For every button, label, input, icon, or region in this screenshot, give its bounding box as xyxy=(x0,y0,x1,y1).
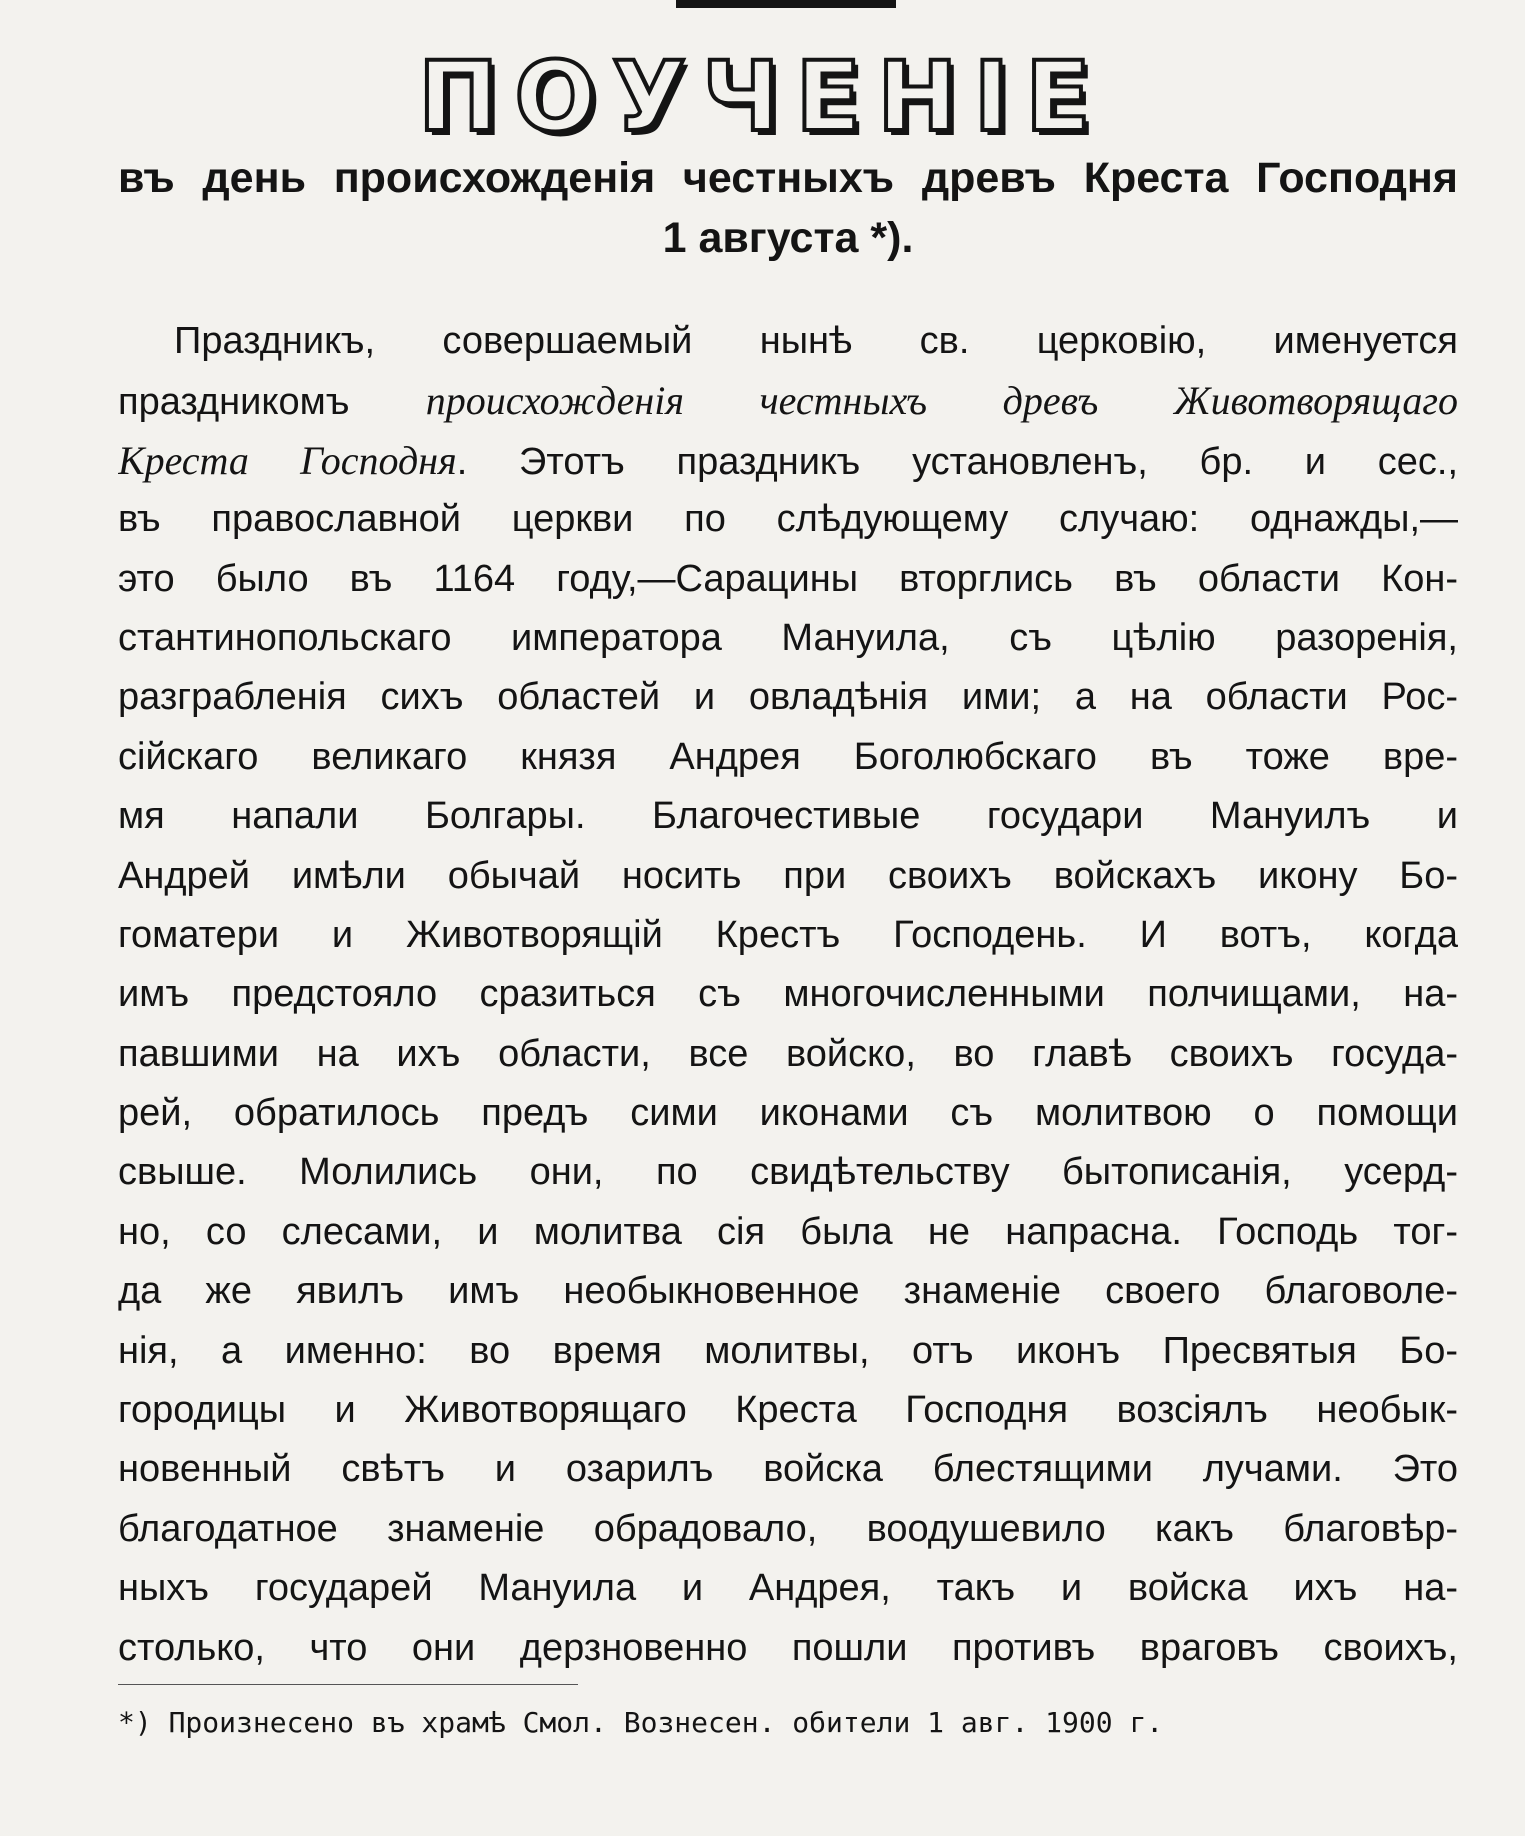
body-line-text: благодатное знаменіе обрадовало, воодушевило какъ благовѣр- xyxy=(118,1507,1458,1550)
body-line xyxy=(118,1203,1458,1262)
body-line-text: свыше. Молились они, по свидѣтельству бытописанія, усерд- xyxy=(118,1151,1458,1194)
body-line xyxy=(118,312,1458,371)
page-title: ПОУЧЕНІЕ xyxy=(418,41,1107,153)
body-line xyxy=(118,490,1458,549)
body-line-text: павшими на ихъ области, все войско, во главѣ своихъ госуда- xyxy=(118,1032,1458,1075)
body-line-text: но, со слесами, и молитва сія была не напрасна. Господь тог- xyxy=(118,1210,1458,1253)
body-line xyxy=(118,1084,1458,1143)
body-line xyxy=(118,847,1458,906)
body-text xyxy=(118,312,1458,1678)
body-line xyxy=(118,1619,1458,1678)
body-line xyxy=(118,1559,1458,1618)
body-line-text: рей, обратилось предъ сими иконами съ молитвою о помощи xyxy=(118,1092,1458,1135)
subtitle-line-1: въ день происхожденія честныхъ древъ Креста Господня xyxy=(118,154,1458,202)
body-line xyxy=(118,787,1458,846)
body-line xyxy=(118,728,1458,787)
body-line xyxy=(118,906,1458,965)
body-line-text: праздникомъ xyxy=(118,381,426,424)
footnote: *) Произнесено въ храмѣ Смол. Вознесен. обители 1 авг. 1900 г. xyxy=(118,1706,1164,1739)
body-line-text: столько, что они дерзновенно пошли противъ враговъ своихъ, xyxy=(118,1626,1458,1669)
body-line xyxy=(118,1500,1458,1559)
body-line-text: ныхъ государей Мануила и Андрея, такъ и войска ихъ на- xyxy=(118,1567,1458,1610)
subtitle-line-2: 1 августа *). xyxy=(662,214,914,262)
body-line xyxy=(118,609,1458,668)
body-line xyxy=(118,371,1458,430)
body-line xyxy=(118,1143,1458,1202)
body-line xyxy=(118,1025,1458,1084)
body-line-text: Андрей имѣли обычай носить при своихъ войскахъ икону Бо- xyxy=(118,854,1458,897)
body-line-text: имъ предстояло сразиться съ многочисленными полчищами, на- xyxy=(118,973,1458,1016)
body-line xyxy=(118,1322,1458,1381)
body-line-text: . Этотъ праздникъ установленъ, бр. и сес., xyxy=(456,440,1458,483)
body-line-text: въ православной церкви по слѣдующему случаю: однажды,— xyxy=(118,498,1458,541)
body-line xyxy=(118,550,1458,609)
body-line-text: это было въ 1164 году,—Сарацины вторглись въ области Кон- xyxy=(118,557,1458,600)
body-line xyxy=(118,668,1458,727)
body-line-text: мя напали Болгары. Благочестивые государи Мануилъ и xyxy=(118,795,1458,838)
body-line xyxy=(118,1440,1458,1499)
body-line-text: нія, а именно: во время молитвы, отъ иконъ Пресвятыя Бо- xyxy=(118,1329,1458,1372)
body-line-text: сійскаго великаго князя Андрея Боголюбскаго въ тоже вре- xyxy=(118,735,1458,778)
body-line xyxy=(118,965,1458,1024)
footnote-rule xyxy=(118,1684,578,1685)
body-line-text: стантинопольскаго императора Мануила, съ цѣлію разоренія, xyxy=(118,616,1458,659)
body-line-text: да же явилъ имъ необыкновенное знаменіе своего благоволе- xyxy=(118,1270,1458,1313)
body-line xyxy=(118,431,1458,490)
top-rule xyxy=(676,0,896,8)
body-line-text: Праздникъ, совершаемый нынѣ св. церковію, именуется xyxy=(174,320,1458,362)
body-line-italic: Креста Господня xyxy=(118,437,457,483)
body-line-italic: происхожденія честныхъ древъ Животворящаго xyxy=(425,378,1458,424)
body-line-text: гоматери и Животворящій Крестъ Господень. И вотъ, когда xyxy=(118,913,1458,956)
body-line xyxy=(118,1262,1458,1321)
body-line xyxy=(118,1381,1458,1440)
body-line-text: новенный свѣтъ и озарилъ войска блестящими лучами. Это xyxy=(118,1448,1458,1491)
body-line-text: разграбленія сихъ областей и овладѣнія ими; а на области Рос- xyxy=(118,676,1458,719)
body-line-text: городицы и Животворящаго Креста Господня возсіялъ необык- xyxy=(118,1389,1458,1432)
